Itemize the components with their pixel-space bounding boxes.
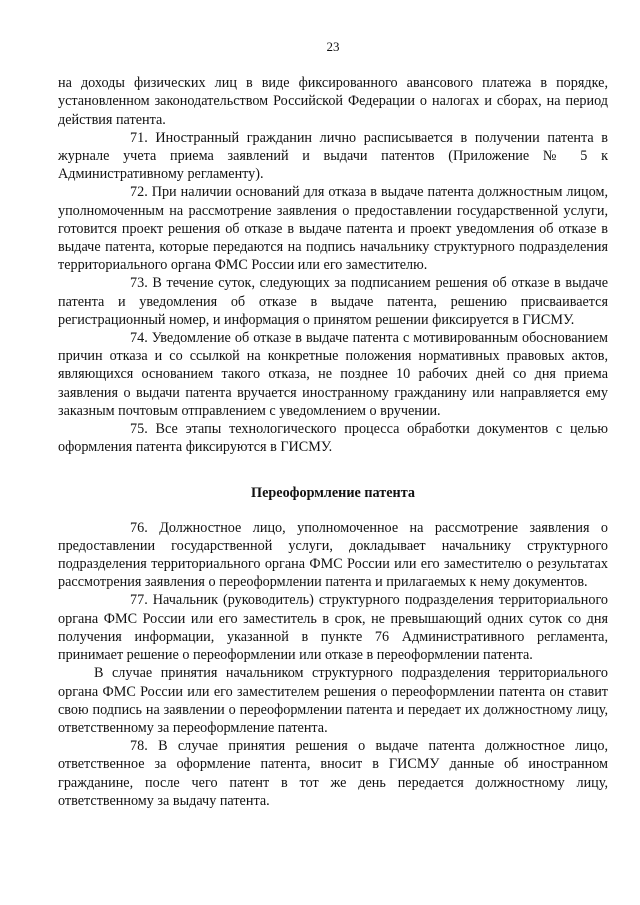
- paragraph-74: [58, 329, 608, 420]
- paragraph-number: 77.: [130, 592, 148, 609]
- intro-paragraph: на доходы физических лиц в виде фиксированного авансового платежа в порядке, установленном законодательством Российской Федерации о налогах и сборах, на период действия патента.: [58, 75, 608, 128]
- paragraph-77-continued: [58, 664, 608, 737]
- paragraph-text: В случае принятия начальником структурного подразделения территориального органа ФМС России или его заместителем решения о переоформлении патента он ставит свою подпись на заявлении о переоформлении патента и передает их должностному лицу, ответственному за переоформление патента.: [58, 665, 608, 736]
- paragraph-number: 71.: [130, 129, 148, 146]
- paragraph-76: [58, 519, 608, 592]
- paragraph-number: 78.: [130, 738, 148, 755]
- paragraph-number: 73.: [130, 275, 148, 292]
- paragraph-text: Должностное лицо, уполномоченное на рассмотрение заявления о предоставлении государственной услуги, докладывает начальнику структурного подразделения территориального органа ФМС России или его заместителю о результатах рассмотрения заявления о переоформлении патента и прилагаемых к нему документов.: [58, 519, 609, 591]
- paragraph-72: [58, 183, 608, 274]
- paragraph-number: 76.: [130, 519, 148, 536]
- paragraph-text: Иностранный гражданин лично расписывается в получении патента в журнале учета приема заявлений и выдачи патентов (Приложение № 5 к Административному регламенту).: [58, 129, 608, 183]
- paragraph-text: Начальник (руководитель) структурного подразделения территориального органа ФМС России или его заместитель в срок, не превышающий одних суток со дня получения информации, указанной в пункте 76 Административного регламента, принимает решение о переоформлении или отказе в переоформлении патента.: [58, 592, 609, 664]
- paragraph-73: [58, 274, 608, 329]
- paragraph-77: [58, 591, 608, 664]
- paragraph-number: 72.: [130, 184, 148, 201]
- paragraph-text: В случае принятия решения о выдаче патента должностное лицо, ответственное за оформление патента, вносит в ГИСМУ данные об иностранном гражданине, после чего патент в тот же день передается должностному лицу, ответственному за выдачу патента.: [58, 738, 609, 809]
- paragraph-75: [58, 420, 608, 456]
- paragraph-number: 75.: [130, 421, 148, 438]
- paragraph-71: [58, 129, 608, 184]
- paragraph-text: Все этапы технологического процесса обработки документов с целью оформления патента фиксируются в ГИСМУ.: [58, 421, 608, 456]
- page-number: 23: [326, 39, 340, 54]
- paragraph-78: [58, 737, 608, 810]
- paragraph-number: 74.: [130, 330, 148, 347]
- document-page: [58, 38, 608, 810]
- section-heading: Переоформление патента: [251, 485, 415, 502]
- paragraph-text: При наличии оснований для отказа в выдаче патента должностным лицом, уполномоченным на рассмотрение заявления о предоставлении государственной услуги, готовится проект решения об отказе в выдаче патента и проект уведомления об отказе в выдаче патента, которые передаются на подпись начальнику структурного подразделения территориального органа ФМС России или его заместителю.: [58, 184, 608, 274]
- paragraph-text: В течение суток, следующих за подписанием решения об отказе в выдаче патента и уведомления об отказе в выдаче патента, решению присваивается регистрационный номер, и информация о принятом решении фиксируется в ГИСМУ.: [58, 275, 609, 328]
- paragraph-text: Уведомление об отказе в выдаче патента с мотивированным обоснованием причин отказа и со ссылкой на конкретные положения нормативных правовых актов, являющихся основанием такого отказа, не позднее 10 рабочих дней со дня приема заявления о выдачи патента вручается иностранному гражданину или направляется ему заказным почтовым отправлением с уведомлением о вручении.: [58, 330, 609, 419]
